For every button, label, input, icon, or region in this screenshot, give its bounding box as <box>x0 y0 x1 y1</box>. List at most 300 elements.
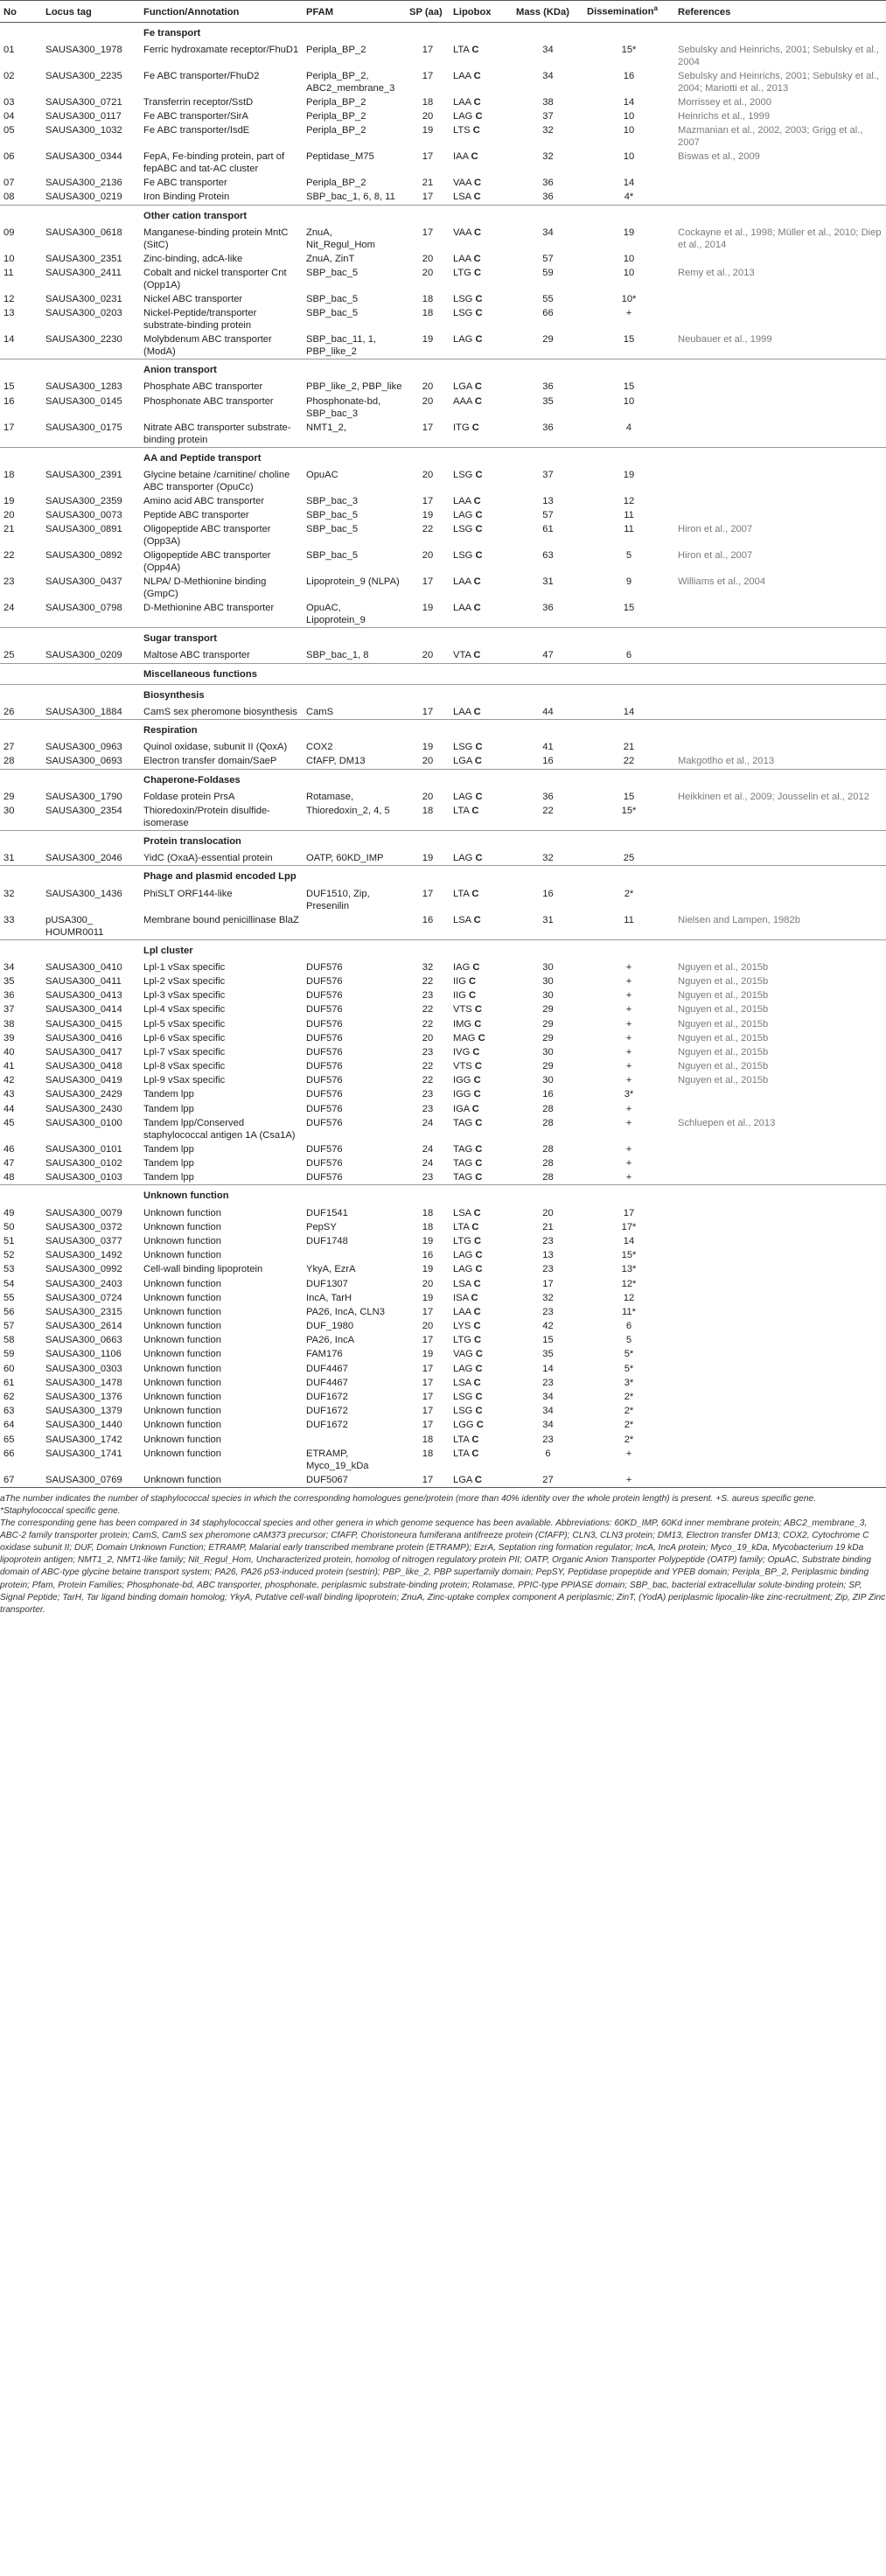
row-dissemination: 15* <box>621 806 637 817</box>
lipobox-motif: LAG <box>453 509 473 520</box>
row-pfam: FAM176 <box>306 1349 343 1360</box>
row-locus-tag: SAUSA300_0724 <box>45 1292 122 1303</box>
row-no: 59 <box>3 1349 15 1360</box>
row-dissemination: 19 <box>623 227 635 238</box>
section-spacer <box>0 663 42 684</box>
row-pfam: SBP_bac_5 <box>306 308 359 319</box>
table-row <box>0 1073 886 1087</box>
row-reference <box>674 1262 886 1276</box>
table-row <box>0 109 886 123</box>
row-mass: 28 <box>542 1143 554 1155</box>
row-pfam: DUF1672 <box>306 1392 348 1403</box>
row-locus-tag: SAUSA300_0891 <box>45 524 122 535</box>
row-dissemination: 17* <box>621 1221 637 1232</box>
row-pfam: Peptidase_M75 <box>306 151 374 163</box>
row-mass: 13 <box>542 1250 554 1261</box>
row-mass: 17 <box>542 1278 554 1289</box>
row-lipobox <box>450 306 513 332</box>
table-row <box>0 1031 886 1045</box>
row-dissemination: + <box>625 1448 632 1459</box>
row-lipobox <box>450 1333 513 1347</box>
lipobox-cysteine: C <box>473 1207 481 1218</box>
row-function: Unknown function <box>143 1235 221 1246</box>
lipobox-cysteine: C <box>475 111 483 122</box>
row-no: 11 <box>3 268 14 279</box>
lipobox-motif: LAG <box>453 1250 473 1261</box>
row-mass: 23 <box>542 1434 554 1445</box>
lipobox-motif: LAG <box>453 791 473 802</box>
row-function: Manganese-binding protein MntC (SitC) <box>143 227 289 250</box>
row-mass: 28 <box>542 1117 554 1128</box>
row-mass: 34 <box>542 70 554 81</box>
section-header-row <box>0 720 886 741</box>
row-pfam: Peripla_BP_2 <box>306 96 366 108</box>
row-mass: 34 <box>542 227 554 238</box>
row-sp: 22 <box>422 1061 434 1072</box>
lipobox-motif: LTA <box>453 44 470 55</box>
row-no: 57 <box>3 1321 15 1332</box>
row-function: Phosphate ABC transporter <box>143 381 263 393</box>
row-no: 60 <box>3 1363 15 1374</box>
row-function: Unknown function <box>143 1278 221 1289</box>
lipobox-motif: TAG <box>453 1158 473 1169</box>
section-header-row <box>0 205 886 226</box>
row-function: Nickel-Peptide/transporter substrate-binding protein <box>143 308 257 332</box>
row-locus-tag: SAUSA300_0117 <box>45 111 122 122</box>
row-function: Ferric hydroxamate receptor/FhuD1 <box>143 44 299 55</box>
row-function: Unknown function <box>143 1292 221 1303</box>
row-no: 42 <box>3 1075 15 1086</box>
row-no: 33 <box>3 914 15 925</box>
row-pfam: DUF576 <box>306 1143 343 1155</box>
lipobox-motif: LTA <box>453 888 470 899</box>
row-pfam: Peripla_BP_2 <box>306 111 366 122</box>
table-row <box>0 1362 886 1376</box>
row-pfam: DUF576 <box>306 1103 343 1114</box>
row-locus-tag: SAUSA300_0992 <box>45 1264 122 1275</box>
row-sp: 23 <box>422 1046 434 1058</box>
section-title: Chaperone-Foldases <box>140 769 886 790</box>
row-no: 34 <box>3 961 15 973</box>
row-reference <box>674 887 886 913</box>
row-reference <box>674 1319 886 1333</box>
table-row <box>0 1433 886 1447</box>
row-dissemination: 15* <box>621 1250 637 1261</box>
lipobox-cysteine: C <box>474 178 482 189</box>
row-pfam: DUF1672 <box>306 1406 348 1417</box>
row-function: Lpl-5 vSax specific <box>143 1018 226 1030</box>
row-locus-tag: pUSA300_ HOUMR0011 <box>45 914 104 938</box>
row-pfam: IncA, TarH <box>306 1292 352 1303</box>
row-locus-tag: SAUSA300_1741 <box>45 1448 122 1459</box>
lipobox-motif: LSG <box>453 742 473 753</box>
row-pfam: PA26, IncA <box>306 1335 355 1346</box>
row-locus-tag: SAUSA300_0418 <box>45 1061 122 1072</box>
row-no: 18 <box>3 469 15 480</box>
row-mass: 34 <box>542 44 554 55</box>
row-dissemination: 6 <box>625 650 632 661</box>
row-lipobox <box>450 1073 513 1087</box>
row-pfam: SBP_bac_5 <box>306 524 359 535</box>
row-lipobox <box>450 176 513 190</box>
row-locus-tag: SAUSA300_2430 <box>45 1103 122 1114</box>
row-function: Lpl-2 vSax specific <box>143 975 226 987</box>
row-sp: 17 <box>422 495 434 506</box>
row-dissemination: + <box>583 1473 674 1488</box>
row-pfam: ETRAMP, Myco_19_kDa <box>306 1448 369 1471</box>
lipobox-cysteine: C <box>476 1420 484 1431</box>
section-spacer <box>0 831 42 852</box>
row-function: Unknown function <box>143 1420 221 1431</box>
row-function: Membrane bound penicillinase BlaZ <box>143 914 299 925</box>
row-reference <box>674 1206 886 1220</box>
row-locus-tag: SAUSA300_0892 <box>45 550 122 562</box>
lipobox-motif: IAG <box>453 961 471 973</box>
row-no: 48 <box>3 1172 15 1183</box>
row-pfam: DUF576 <box>306 1089 343 1100</box>
row-locus-tag: SAUSA300_0101 <box>45 1143 122 1155</box>
lipobox-motif: LSG <box>453 308 473 319</box>
lipobox-cysteine: C <box>471 1434 479 1445</box>
row-function: Unknown function <box>143 1434 221 1445</box>
lipobox-motif: LGA <box>453 1474 472 1485</box>
row-locus-tag: SAUSA300_0410 <box>45 961 122 973</box>
row-reference <box>674 252 886 266</box>
row-sp: 20 <box>422 395 434 407</box>
lipobox-motif: LAG <box>453 853 473 864</box>
table-row <box>0 1291 886 1305</box>
lipobox-motif: LTG <box>453 268 471 279</box>
lipobox-motif: LTA <box>453 1434 470 1445</box>
row-reference <box>674 176 886 190</box>
row-no: 58 <box>3 1335 15 1346</box>
row-mass: 36 <box>542 192 554 203</box>
row-sp: 19 <box>422 742 434 753</box>
row-no: 43 <box>3 1089 15 1100</box>
row-no: 61 <box>3 1377 15 1388</box>
row-pfam: DUF576 <box>306 1018 343 1030</box>
lipobox-motif: VAG <box>453 1349 473 1360</box>
row-lipobox <box>450 1017 513 1031</box>
row-lipobox <box>450 252 513 266</box>
section-spacer <box>0 447 42 468</box>
row-pfam <box>303 1433 406 1447</box>
row-reference: Morrissey et al., 2000 <box>678 96 771 108</box>
row-reference <box>674 380 886 394</box>
row-function: Tandem lpp/Conserved staphylococcal antigen 1A (Csa1A) <box>143 1117 296 1141</box>
row-reference <box>674 601 886 628</box>
row-no: 07 <box>3 178 15 189</box>
row-mass: 66 <box>542 308 554 319</box>
header-dissemination-sup: a <box>653 4 658 12</box>
row-reference: Hiron et al., 2007 <box>678 524 753 535</box>
row-function: Peptide ABC transporter <box>143 509 249 520</box>
row-mass: 23 <box>542 1264 554 1275</box>
row-lipobox <box>450 123 513 150</box>
row-sp: 20 <box>422 1278 434 1289</box>
row-mass: 61 <box>542 524 554 535</box>
lipobox-motif: LSG <box>453 550 473 562</box>
section-spacer <box>42 866 140 887</box>
row-dissemination: 14 <box>623 178 635 189</box>
row-reference <box>674 508 886 522</box>
table-row <box>0 1262 886 1276</box>
row-mass: 15 <box>542 1335 554 1346</box>
row-lipobox <box>450 95 513 109</box>
row-lipobox <box>450 421 513 448</box>
lipobox-cysteine: C <box>473 192 481 203</box>
row-pfam <box>303 1248 406 1262</box>
row-dissemination: 5* <box>624 1363 634 1374</box>
row-mass: 35 <box>542 395 554 407</box>
row-dissemination: 10 <box>623 151 635 163</box>
row-locus-tag: SAUSA300_1376 <box>45 1392 122 1403</box>
row-reference <box>674 394 886 421</box>
row-dissemination: 6 <box>625 1321 632 1332</box>
row-mass: 23 <box>542 1306 554 1317</box>
row-sp: 16 <box>422 1250 434 1261</box>
row-pfam: PepSY <box>306 1221 337 1232</box>
row-no: 50 <box>3 1221 15 1232</box>
row-locus-tag: SAUSA300_0721 <box>45 96 122 108</box>
section-spacer <box>0 205 42 226</box>
table-row <box>0 494 886 508</box>
row-lipobox <box>450 754 513 769</box>
row-locus-tag: SAUSA300_0102 <box>45 1158 122 1169</box>
row-pfam: PA26, IncA, CLN3 <box>306 1306 385 1317</box>
row-lipobox <box>450 109 513 123</box>
lipobox-cysteine: C <box>474 395 482 407</box>
row-mass: 34 <box>542 1420 554 1431</box>
row-dissemination: 10 <box>623 125 635 136</box>
row-mass: 36 <box>542 381 554 393</box>
row-mass: 16 <box>542 756 554 767</box>
table-row <box>0 1277 886 1291</box>
row-locus-tag: SAUSA300_2429 <box>45 1089 122 1100</box>
row-locus-tag: SAUSA300_2046 <box>45 853 122 864</box>
row-mass: 47 <box>542 650 554 661</box>
row-sp: 19 <box>422 125 434 136</box>
row-reference: Mazmanian et al., 2002, 2003; Grigg et al., 2007 <box>678 125 863 149</box>
row-sp: 19 <box>422 853 434 864</box>
row-pfam: DUF576 <box>306 975 343 987</box>
row-reference: Nguyen et al., 2015b <box>678 990 769 1002</box>
row-pfam: DUF576 <box>306 1117 343 1128</box>
row-pfam: YkyA, EzrA <box>306 1264 356 1275</box>
row-reference: Biswas et al., 2009 <box>678 151 760 163</box>
row-locus-tag: SAUSA300_1379 <box>45 1406 122 1417</box>
row-dissemination: 11* <box>622 1306 636 1317</box>
lipobox-cysteine: C <box>475 308 483 319</box>
row-mass: 14 <box>542 1363 554 1374</box>
row-sp: 16 <box>422 914 434 925</box>
row-no: 46 <box>3 1143 15 1155</box>
lipobox-motif: LTG <box>453 1335 471 1346</box>
row-locus-tag: SAUSA300_0100 <box>45 1117 122 1128</box>
row-locus-tag: SAUSA300_2391 <box>45 469 122 480</box>
row-function: Foldase protein PrsA <box>143 791 235 802</box>
row-pfam: SBP_bac_5 <box>306 509 359 520</box>
row-sp: 17 <box>422 1306 434 1317</box>
lipobox-cysteine: C <box>475 334 483 346</box>
row-mass: 57 <box>542 253 554 264</box>
row-dissemination: 2* <box>624 1420 634 1431</box>
row-mass: 37 <box>542 469 554 480</box>
lipobox-motif: LAA <box>453 1306 471 1317</box>
row-mass: 42 <box>542 1321 554 1332</box>
row-locus-tag: SAUSA300_0103 <box>45 1172 122 1183</box>
row-pfam: DUF576 <box>306 961 343 973</box>
lipobox-motif: ITG <box>453 422 470 433</box>
row-dissemination: 13* <box>621 1264 637 1275</box>
lipobox-cysteine: C <box>469 990 477 1002</box>
table-row <box>0 548 886 575</box>
row-mass: 29 <box>542 1032 554 1044</box>
row-dissemination: + <box>625 1004 632 1016</box>
row-function: Unknown function <box>143 1448 221 1459</box>
row-function: YidC (OxaA)-essential protein <box>143 853 273 864</box>
lipobox-motif: LSA <box>453 914 471 925</box>
row-locus-tag: SAUSA300_2230 <box>45 334 122 346</box>
row-mass: 36 <box>542 422 554 433</box>
row-dissemination: + <box>625 961 632 973</box>
row-locus-tag: SAUSA300_0303 <box>45 1363 122 1374</box>
row-locus-tag: SAUSA300_0663 <box>45 1335 122 1346</box>
lipobox-cysteine: C <box>473 96 481 108</box>
row-dissemination: 4* <box>624 192 634 203</box>
row-locus-tag: SAUSA300_0963 <box>45 742 122 753</box>
row-no: 65 <box>3 1434 15 1445</box>
section-header-row <box>0 360 886 380</box>
row-function: Unknown function <box>143 1406 221 1417</box>
row-no: 22 <box>3 550 15 562</box>
row-reference <box>674 1234 886 1248</box>
row-lipobox <box>450 1390 513 1404</box>
row-mass: 27 <box>513 1473 583 1488</box>
section-spacer <box>42 663 140 684</box>
lipobox-cysteine: C <box>473 1075 481 1086</box>
table-row <box>0 887 886 913</box>
row-mass: 38 <box>542 96 554 108</box>
lipobox-cysteine: C <box>473 253 481 264</box>
row-reference <box>674 1277 886 1291</box>
lipobox-cysteine: C <box>475 1117 483 1128</box>
row-function: Nickel ABC transporter <box>143 294 243 305</box>
row-reference: Nguyen et al., 2015b <box>678 1032 769 1044</box>
row-function: Zinc-binding, adcA-like <box>143 253 243 264</box>
row-reference <box>674 1291 886 1305</box>
table-row <box>0 1170 886 1185</box>
row-dissemination: 12 <box>623 1292 635 1303</box>
row-dissemination: + <box>625 1103 632 1114</box>
row-lipobox <box>450 851 513 866</box>
header-row <box>0 1 886 23</box>
lipobox-cysteine: C <box>475 509 483 520</box>
row-reference <box>674 306 886 332</box>
row-no: 27 <box>3 742 15 753</box>
row-no: 12 <box>3 294 15 305</box>
row-function: CamS sex pheromone biosynthesis <box>143 706 297 717</box>
row-locus-tag: SAUSA300_0372 <box>45 1221 122 1232</box>
lipobox-cysteine: C <box>475 1172 483 1183</box>
lipobox-motif: VAA <box>453 227 471 238</box>
lipobox-cysteine: C <box>475 1406 483 1417</box>
row-reference <box>674 494 886 508</box>
row-pfam: SBP_bac_1, 8 <box>306 650 369 661</box>
lipobox-motif: LAG <box>453 1264 473 1275</box>
row-no: 55 <box>3 1292 15 1303</box>
lipobox-cysteine: C <box>475 791 483 802</box>
row-lipobox <box>450 69 513 95</box>
row-lipobox <box>450 601 513 628</box>
row-reference <box>674 421 886 448</box>
section-title: Biosynthesis <box>140 684 886 705</box>
row-reference: Williams et al., 2004 <box>678 576 766 588</box>
lipobox-cysteine: C <box>473 1377 481 1388</box>
row-lipobox <box>450 1418 513 1432</box>
row-locus-tag: SAUSA300_2351 <box>45 253 122 264</box>
row-sp: 20 <box>422 111 434 122</box>
row-locus-tag: SAUSA300_1436 <box>45 888 122 899</box>
row-locus-tag: SAUSA300_0414 <box>45 1004 122 1016</box>
table-row <box>0 1102 886 1116</box>
row-sp: 17 <box>422 576 434 588</box>
row-locus-tag: SAUSA300_0203 <box>45 308 122 319</box>
row-function: Glycine betaine /carnitine/ choline ABC transporter (OpuCc) <box>143 469 290 492</box>
row-dissemination: + <box>625 308 632 319</box>
row-lipobox <box>450 1347 513 1361</box>
row-dissemination: 19 <box>623 469 635 480</box>
row-mass: 30 <box>542 1075 554 1086</box>
lipobox-cysteine: C <box>473 1278 481 1289</box>
row-locus-tag: SAUSA300_0145 <box>45 395 122 407</box>
lipobox-cysteine: C <box>472 1046 480 1058</box>
lipobox-motif: VTS <box>453 1061 472 1072</box>
row-sp: 20 <box>422 650 434 661</box>
row-dissemination: 14 <box>623 706 635 717</box>
section-header-row <box>0 831 886 852</box>
table-row <box>0 1002 886 1016</box>
table-row <box>0 1220 886 1234</box>
lipobox-cysteine: C <box>475 469 483 480</box>
row-reference <box>674 1220 886 1234</box>
row-no: 28 <box>3 756 15 767</box>
row-no: 02 <box>3 70 15 81</box>
row-locus-tag: SAUSA300_2136 <box>45 178 122 189</box>
row-no: 25 <box>3 650 15 661</box>
section-spacer <box>0 769 42 790</box>
table-row <box>0 508 886 522</box>
row-no: 67 <box>0 1473 42 1488</box>
row-sp: 17 <box>422 1377 434 1388</box>
table-row <box>0 1319 886 1333</box>
row-pfam: DUF576 <box>306 1046 343 1058</box>
row-dissemination: + <box>625 990 632 1002</box>
section-spacer <box>0 866 42 887</box>
row-lipobox <box>450 575 513 601</box>
table-row <box>0 522 886 548</box>
row-dissemination: 16 <box>623 70 635 81</box>
row-locus-tag: SAUSA300_1032 <box>45 125 122 136</box>
row-no: 05 <box>3 125 15 136</box>
header-function: Function/Annotation <box>140 1 303 23</box>
row-locus-tag: SAUSA300_0417 <box>45 1046 122 1058</box>
lipobox-cysteine: C <box>475 742 483 753</box>
table-row <box>0 705 886 720</box>
row-function: Unknown function <box>143 1321 221 1332</box>
row-sp: 23 <box>422 1103 434 1114</box>
table-row <box>0 1248 886 1262</box>
